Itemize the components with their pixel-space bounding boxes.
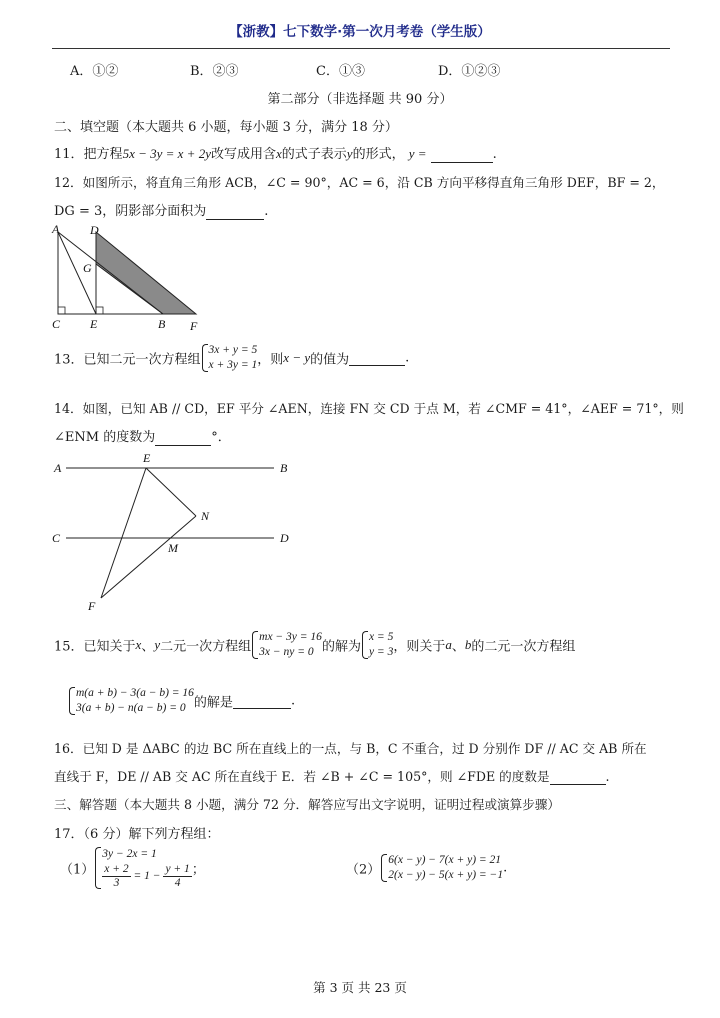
answer-blank-12[interactable]	[206, 204, 264, 220]
fig14-label-a: A	[54, 461, 62, 475]
question-15-line1: 15．已知关于x、y二元一次方程组mx − 3y = 16 3x − ny = 0 的解为x = 5 y = 3，则关于a、b的二元一次方程组	[54, 631, 576, 658]
equation-system-17-1: 3y − 2x = 1 $\frac{x + 2}{3}$ = 1 − $\frac{y + 1}{4}$	[94, 846, 192, 890]
answer-blank-11[interactable]	[431, 147, 493, 163]
page-header-title: 【浙教】七下数学·第一次月考卷（学生版）	[229, 24, 491, 40]
equation-system-13: 3x + y = 5 x + 3y = 1	[201, 343, 258, 373]
section3-title: 三、解答题（本大题共 8 小题，满分 72 分．解答应写出文字说明，证明过程或演算步骤）	[54, 797, 561, 812]
fig12-label-e: E	[90, 317, 98, 331]
section2-title: 二、填空题（本大题共 6 小题，每小题 3 分，满分 18 分）	[54, 120, 398, 135]
fig14-label-d: D	[280, 531, 289, 545]
option-a: A．①②	[70, 64, 119, 79]
fig14-label-c: C	[52, 531, 61, 545]
figure-14-parallel-lines	[46, 448, 306, 618]
question-13: 13．已知二元一次方程组3x + y = 5 x + 3y = 1，则x − y的值为 .	[54, 344, 410, 371]
fig14-label-n: N	[201, 509, 210, 523]
part2-title: 第二部分（非选择题 共 90 分）	[267, 92, 453, 107]
question-14-line2: ∠ENM 的度数为 °．	[54, 430, 231, 445]
equation-system-15: mx − 3y = 16 3x − ny = 0	[251, 630, 322, 660]
question-16-line1: 16．已知 D 是 ΔABC 的边 BC 所在直线上的一点，与 B，C 不重合，过 D 分别作 DF // AC 交 AB 所在	[54, 741, 647, 756]
answer-blank-14[interactable]	[155, 430, 211, 446]
equation-system-15b: m(a + b) − 3(a − b) = 16 3(a + b) − n(a − b) = 0	[68, 686, 194, 716]
fig12-label-g: G	[83, 261, 92, 275]
equation-system-17-2: 6(x − y) − 7(x + y) = 21 2(x − y) − 5(x + y) = −1	[380, 853, 503, 883]
figure-12-triangles	[46, 224, 216, 336]
fig14-label-b: B	[280, 461, 288, 475]
answer-blank-16[interactable]	[550, 769, 606, 785]
option-b: B．②③	[190, 64, 239, 79]
question-12-line1: 12．如图所示，将直角三角形 ACB，∠C = 90°，AC = 6，沿 CB 方向平移得直角三角形 DEF，BF = 2，	[54, 175, 665, 190]
fig12-label-a: A	[52, 224, 60, 236]
solution-system-15: x = 5 y = 3	[361, 630, 393, 660]
option-c: C．①③	[316, 64, 365, 79]
option-d: D．①②③	[438, 64, 501, 79]
answer-blank-15[interactable]	[233, 693, 291, 709]
fig12-label-d: D	[90, 224, 99, 237]
fig14-label-e: E	[143, 451, 151, 465]
fig12-label-b: B	[158, 317, 166, 331]
header-divider	[52, 48, 670, 49]
answer-blank-13[interactable]	[349, 350, 405, 366]
page-number: 第 3 页 共 23 页	[313, 980, 407, 995]
question-17-part2: （2）6(x − y) − 7(x + y) = 21 2(x − y) − 5(x + y) = −1.	[346, 854, 508, 881]
fig12-label-f: F	[190, 319, 198, 333]
question-15-line2: m(a + b) − 3(a − b) = 16 3(a + b) − n(a − b) = 0 的解是 .	[68, 686, 295, 716]
question-16-line2: 直线于 F，DE // AB 交 AC 所在直线于 E．若 ∠B + ∠C = 105°，则 ∠FDE 的度数是 .	[54, 769, 610, 784]
fig14-label-m: M	[168, 541, 178, 555]
question-11: 11．把方程5x − 3y = x + 2y改写成用含x的式子表示y的形式， y = .	[54, 146, 497, 162]
question-14-line1: 14．如图，已知 AB // CD，EF 平分 ∠AEN，连接 FN 交 CD 于点 M，若 ∠CMF = 41°，∠AEF = 71°，则	[54, 401, 684, 416]
fig12-label-c: C	[52, 317, 61, 331]
question-17-part1: （1）3y − 2x = 1 $\frac{x + 2}{3}$ = 1 − $\frac{y + 1}{4}$ ；	[60, 848, 205, 889]
question-17-title: 17．（6 分）解下列方程组：	[54, 827, 220, 842]
question-12-line2: DG = 3，阴影部分面积为 .	[54, 204, 269, 219]
fig14-label-f: F	[88, 599, 96, 613]
